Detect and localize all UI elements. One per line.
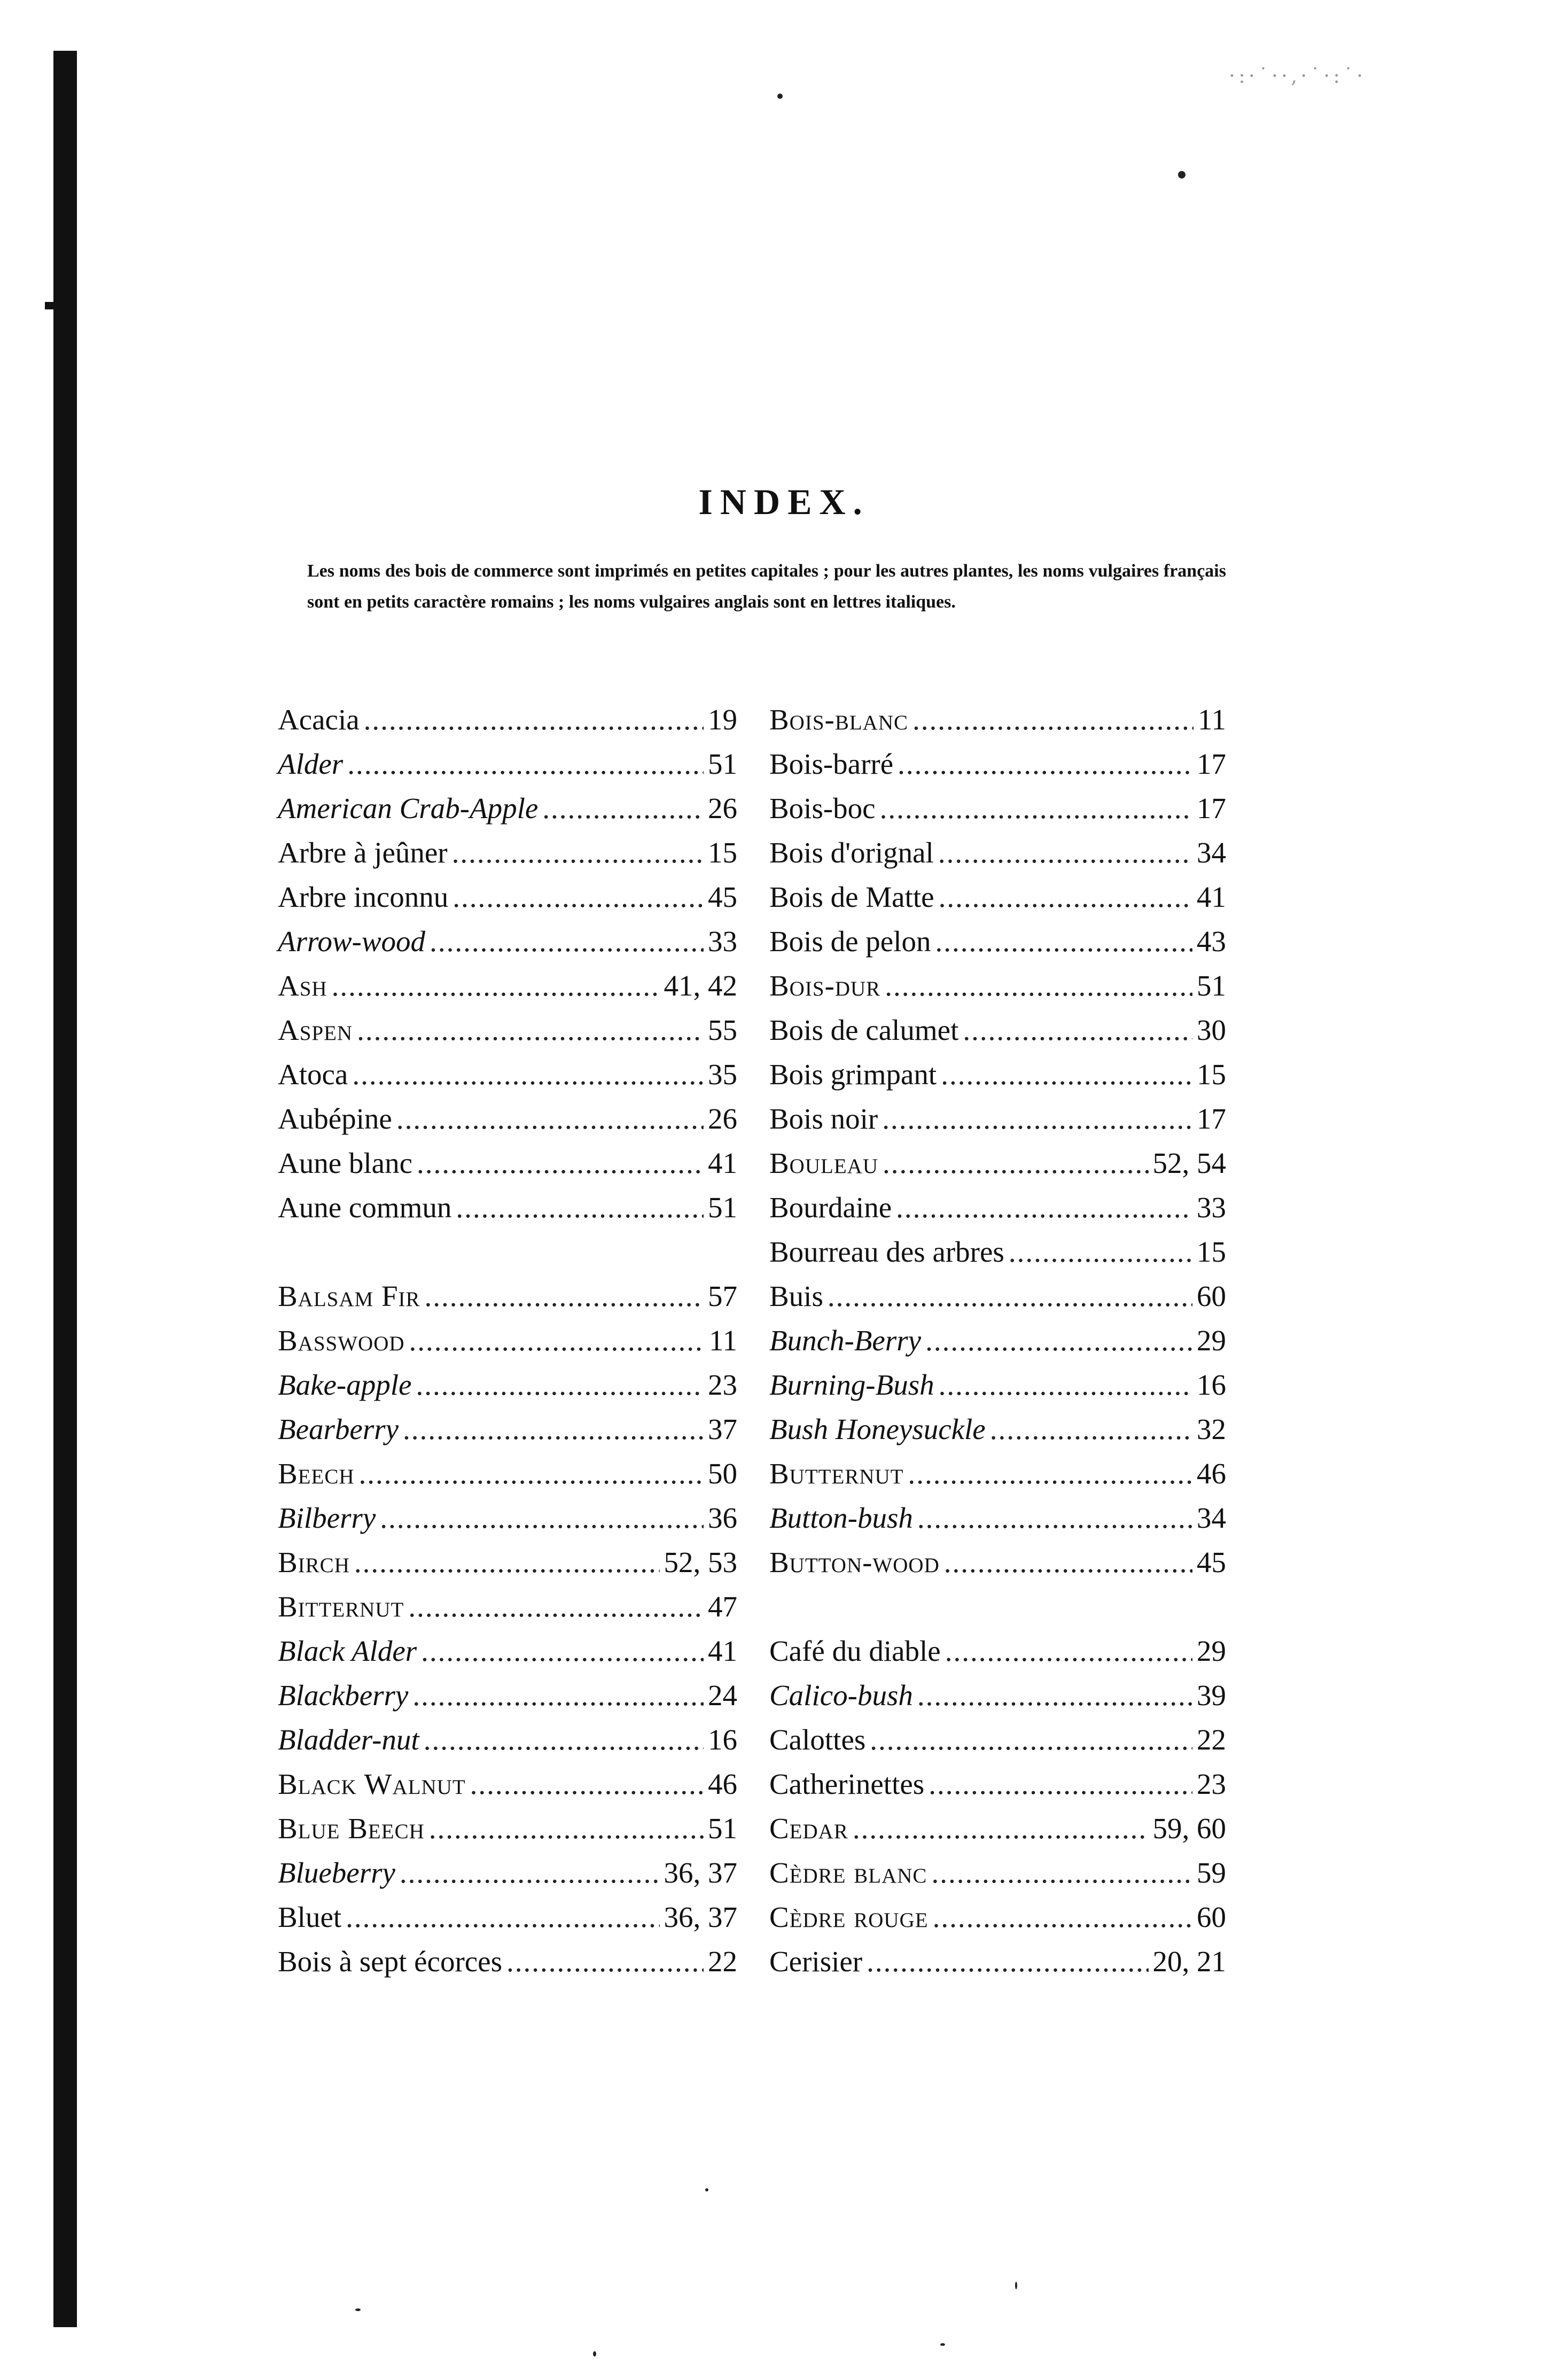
index-term: Cèdre blanc: [769, 1856, 927, 1889]
index-entry: [769, 786, 1226, 830]
index-term: Buis: [769, 1280, 823, 1312]
index-entry: [769, 1629, 1226, 1673]
index-term: Bourreau des arbres: [769, 1235, 1004, 1268]
index-entry: [769, 1230, 1226, 1274]
index-entry: [769, 1097, 1226, 1141]
dot-leader: [939, 1363, 1192, 1407]
index-term: Birch: [278, 1546, 350, 1579]
index-term: Bush Honeysuckle: [769, 1413, 986, 1445]
dot-leader: [470, 1762, 704, 1806]
dot-leader: [917, 1496, 1192, 1540]
index-pages: 51: [708, 1812, 737, 1845]
index-entry: [769, 1363, 1226, 1407]
index-pages: 15: [708, 836, 737, 869]
index-entry: [278, 1274, 737, 1318]
index-pages: 24: [708, 1679, 737, 1712]
index-term: Café du diable: [769, 1635, 941, 1667]
index-pages: 36: [708, 1502, 737, 1534]
index-entry: [769, 1851, 1226, 1895]
index-pages: 29: [1197, 1324, 1226, 1357]
dot-leader: [912, 697, 1193, 742]
index-pages: 41: [708, 1635, 737, 1667]
dot-leader: [1009, 1230, 1192, 1274]
index-term: Aspen: [278, 1014, 353, 1046]
index-entry: [769, 1407, 1226, 1451]
dot-leader: [941, 1052, 1192, 1097]
index-term: Button-bush: [769, 1502, 913, 1534]
index-pages: 36, 37: [664, 1901, 737, 1933]
dot-leader: [870, 1717, 1192, 1762]
index-term: Bunch-Berry: [769, 1324, 922, 1357]
dot-leader: [408, 1584, 704, 1629]
index-entry: [769, 1806, 1226, 1851]
index-entry: [278, 786, 737, 830]
dot-leader: [430, 919, 704, 963]
dot-leader: [963, 1008, 1192, 1052]
index-entry: [278, 1939, 737, 1984]
index-entry: [769, 1052, 1226, 1097]
index-entry: [769, 1451, 1226, 1496]
index-entry: [278, 1806, 737, 1851]
index-term: Bitternut: [278, 1590, 404, 1623]
index-term: Bourdaine: [769, 1191, 892, 1224]
dot-leader: [424, 1717, 704, 1762]
index-term: Bois-blanc: [769, 703, 909, 736]
dot-leader: [347, 742, 704, 786]
dot-leader: [990, 1407, 1192, 1451]
index-pages: 11: [709, 1324, 737, 1357]
index-pages: 17: [1197, 792, 1226, 825]
index-pages: 34: [1197, 1502, 1226, 1534]
dot-leader: [867, 1939, 1148, 1984]
index-pages: 26: [708, 792, 737, 825]
dot-leader: [346, 1895, 659, 1939]
ink-speck: [940, 2343, 945, 2346]
index-pages: 60: [1197, 1901, 1226, 1933]
index-entry: [278, 1141, 737, 1185]
index-pages: 46: [708, 1768, 737, 1800]
index-intro: Les noms des bois de commerce sont imprimés en petites capitales ; pour les autres plantes, les noms vulgaires français sont en petits caractère romains ; les noms vulgaires anglais sont en lettres italiques.: [307, 561, 1226, 612]
index-entry: [769, 963, 1226, 1008]
index-pages: 45: [708, 881, 737, 913]
dot-leader: [931, 1851, 1192, 1895]
index-term: Bois de pelon: [769, 925, 931, 958]
index-term: Bluet: [278, 1901, 342, 1933]
dot-leader: [400, 1851, 660, 1895]
index-entry: [769, 1717, 1226, 1762]
index-term: Aune blanc: [278, 1147, 412, 1179]
index-entry: [278, 919, 737, 963]
index-term: Bois-boc: [769, 792, 876, 825]
index-entry: [769, 875, 1226, 919]
index-term: Arbre à jeûner: [278, 836, 448, 869]
index-entry: [769, 1141, 1226, 1185]
index-entry: [278, 1008, 737, 1052]
index-pages: 16: [1197, 1369, 1226, 1401]
dot-leader: [412, 1673, 704, 1717]
index-pages: 11: [1198, 703, 1226, 736]
index-term: Bois-dur: [769, 969, 881, 1002]
index-pages: 52, 53: [664, 1546, 737, 1579]
index-term: Blue Beech: [278, 1812, 425, 1845]
dot-leader: [882, 1097, 1192, 1141]
binding-edge: [53, 51, 77, 2327]
index-pages: 51: [708, 748, 737, 780]
ink-speck: [777, 94, 783, 99]
dot-leader: [828, 1274, 1192, 1318]
index-entry: [769, 742, 1226, 786]
index-term: Basswood: [278, 1324, 405, 1357]
dot-leader: [396, 1097, 704, 1141]
dot-leader: [896, 1185, 1192, 1230]
index-entry: [278, 1097, 737, 1141]
dot-leader: [935, 919, 1192, 963]
ink-speck: [1178, 171, 1185, 178]
dot-leader: [938, 830, 1192, 875]
ink-speck: [705, 2188, 708, 2191]
dot-leader: [332, 963, 660, 1008]
index-pages: 59: [1197, 1856, 1226, 1889]
index-term: Bois de calumet: [769, 1014, 959, 1046]
dot-leader: [939, 875, 1192, 919]
dot-leader: [416, 1363, 704, 1407]
index-term: Beech: [278, 1457, 355, 1490]
index-entry: [278, 1052, 737, 1097]
index-term: Balsam Fir: [278, 1280, 420, 1312]
index-pages: 20, 21: [1152, 1945, 1226, 1978]
index-entry: [769, 1939, 1226, 1984]
index-pages: 41: [1197, 881, 1226, 913]
ink-speck: [355, 2308, 361, 2311]
index-pages: 30: [1197, 1014, 1226, 1046]
index-pages: 55: [708, 1014, 737, 1046]
index-entry: [278, 1673, 737, 1717]
index-entry: [278, 830, 737, 875]
index-pages: 19: [708, 703, 737, 736]
dot-leader: [506, 1939, 704, 1984]
dot-leader: [944, 1540, 1192, 1584]
dot-leader: [883, 1141, 1149, 1185]
dot-leader: [917, 1673, 1192, 1717]
index-entry: [278, 1584, 737, 1629]
dot-leader: [425, 1274, 704, 1318]
dot-leader: [542, 786, 704, 830]
index-term: Bois de Matte: [769, 881, 934, 913]
dot-leader: [354, 1540, 660, 1584]
index-term: Arrow-wood: [278, 925, 426, 958]
dot-leader: [925, 1318, 1192, 1363]
index-pages: 23: [1197, 1768, 1226, 1800]
dot-leader: [417, 1141, 704, 1185]
index-pages: 60: [1197, 1280, 1226, 1312]
index-pages: 35: [708, 1058, 737, 1091]
page-title: INDEX.: [698, 481, 870, 522]
index-pages: 59, 60: [1152, 1812, 1226, 1845]
index-term: Bladder-nut: [278, 1723, 419, 1756]
index-term: Bois d'orignal: [769, 836, 934, 869]
index-entry: [278, 1451, 737, 1496]
index-pages: 51: [1197, 969, 1226, 1002]
index-entry: [278, 1363, 737, 1407]
index-entry: [769, 697, 1226, 742]
index-pages: 47: [708, 1590, 737, 1623]
index-pages: 22: [1197, 1723, 1226, 1756]
index-pages: 29: [1197, 1635, 1226, 1667]
index-term: Bois-barré: [769, 748, 894, 780]
index-term: Calico-bush: [769, 1679, 913, 1712]
index-entry: [769, 919, 1226, 963]
index-term: Atoca: [278, 1058, 348, 1091]
index-entry: [769, 1185, 1226, 1230]
dot-leader: [880, 786, 1192, 830]
index-entry: [769, 1540, 1226, 1584]
index-term: Bois grimpant: [769, 1058, 937, 1091]
dot-leader: [945, 1629, 1192, 1673]
dot-leader: [853, 1806, 1149, 1851]
index-pages: 41, 42: [664, 969, 737, 1002]
index-entry: [278, 963, 737, 1008]
index-entry: [278, 1407, 737, 1451]
index-term: Blackberry: [278, 1679, 409, 1712]
ink-speck: [593, 2351, 596, 2357]
index-spacer: [278, 1230, 737, 1274]
index-term: Button-wood: [769, 1546, 940, 1579]
index-entry: [278, 1318, 737, 1363]
index-pages: 23: [708, 1369, 737, 1401]
index-term: Blueberry: [278, 1856, 395, 1889]
dot-leader: [898, 742, 1192, 786]
index-pages: 15: [1197, 1235, 1226, 1268]
index-pages: 57: [708, 1280, 737, 1312]
index-entry: [769, 1008, 1226, 1052]
dot-leader: [403, 1407, 704, 1451]
dot-leader: [429, 1806, 704, 1851]
index-term: Bearberry: [278, 1413, 399, 1445]
index-pages: 50: [708, 1457, 737, 1490]
index-pages: 39: [1197, 1679, 1226, 1712]
index-term: Catherinettes: [769, 1768, 925, 1800]
index-pages: 16: [708, 1723, 737, 1756]
index-column-right: [769, 697, 1226, 1984]
index-entry: [769, 830, 1226, 875]
index-pages: 32: [1197, 1413, 1226, 1445]
scan-smudge: ·:·˙··,·˙·:˙·: [1229, 64, 1367, 88]
ink-speck: [1015, 2282, 1017, 2289]
index-entry: [278, 1629, 737, 1673]
dot-leader: [453, 875, 704, 919]
dot-leader: [421, 1629, 704, 1673]
index-entry: [278, 1895, 737, 1939]
index-entry: [769, 1274, 1226, 1318]
index-entry: [278, 1185, 737, 1230]
index-term: Cèdre rouge: [769, 1901, 929, 1933]
index-entry: [278, 1762, 737, 1806]
index-term: Bois à sept écorces: [278, 1945, 502, 1978]
index-pages: 51: [708, 1191, 737, 1224]
index-entry: [278, 1496, 737, 1540]
index-term: Burning-Bush: [769, 1369, 934, 1401]
index-term: Bilberry: [278, 1502, 376, 1534]
dot-leader: [929, 1762, 1192, 1806]
index-entry: [769, 1673, 1226, 1717]
index-pages: 22: [708, 1945, 737, 1978]
index-term: Butternut: [769, 1457, 904, 1490]
index-term: American Crab-Apple: [278, 792, 539, 825]
index-entry: [769, 1496, 1226, 1540]
index-term: Arbre inconnu: [278, 881, 449, 913]
index-pages: 46: [1197, 1457, 1226, 1490]
index-pages: 43: [1197, 925, 1226, 958]
index-term: Alder: [278, 748, 344, 780]
index-entry: [278, 742, 737, 786]
dot-leader: [380, 1496, 704, 1540]
index-term: Bouleau: [769, 1147, 878, 1179]
index-term: Ash: [278, 969, 327, 1002]
dot-leader: [885, 963, 1192, 1008]
index-term: Acacia: [278, 703, 360, 736]
index-term: Aubépine: [278, 1102, 392, 1135]
index-pages: 17: [1197, 748, 1226, 780]
index-pages: 37: [708, 1413, 737, 1445]
index-pages: 17: [1197, 1102, 1226, 1135]
dot-leader: [357, 1008, 704, 1052]
dot-leader: [452, 830, 704, 875]
dot-leader: [908, 1451, 1192, 1496]
index-term: Black Alder: [278, 1635, 417, 1667]
index-pages: 15: [1197, 1058, 1226, 1091]
index-term: Black Walnut: [278, 1768, 466, 1800]
index-term: Calottes: [769, 1723, 866, 1756]
index-entry: [278, 697, 737, 742]
dot-leader: [409, 1318, 705, 1363]
index-entry: [278, 1540, 737, 1584]
dot-leader: [352, 1052, 704, 1097]
index-pages: 52, 54: [1152, 1147, 1226, 1179]
index-term: Bake-apple: [278, 1369, 412, 1401]
index-column-left: [278, 697, 737, 1984]
index-pages: 41: [708, 1147, 737, 1179]
index-term: Cerisier: [769, 1945, 863, 1978]
index-entry: [769, 1762, 1226, 1806]
index-term: Cedar: [769, 1812, 848, 1845]
dot-leader: [456, 1185, 704, 1230]
index-entry: [769, 1318, 1226, 1363]
index-spacer: [769, 1584, 1226, 1629]
index-entry: [278, 1851, 737, 1895]
index-pages: 45: [1197, 1546, 1226, 1579]
index-pages: 36, 37: [664, 1856, 737, 1889]
index-pages: 33: [1197, 1191, 1226, 1224]
index-pages: 26: [708, 1102, 737, 1135]
index-term: Aune commun: [278, 1191, 452, 1224]
index-entry: [769, 1895, 1226, 1939]
index-pages: 33: [708, 925, 737, 958]
index-pages: 34: [1197, 836, 1226, 869]
dot-leader: [364, 697, 704, 742]
binding-notch: [45, 302, 59, 309]
dot-leader: [933, 1895, 1192, 1939]
dot-leader: [359, 1451, 704, 1496]
index-term: Bois noir: [769, 1102, 878, 1135]
index-entry: [278, 875, 737, 919]
index-entry: [278, 1717, 737, 1762]
